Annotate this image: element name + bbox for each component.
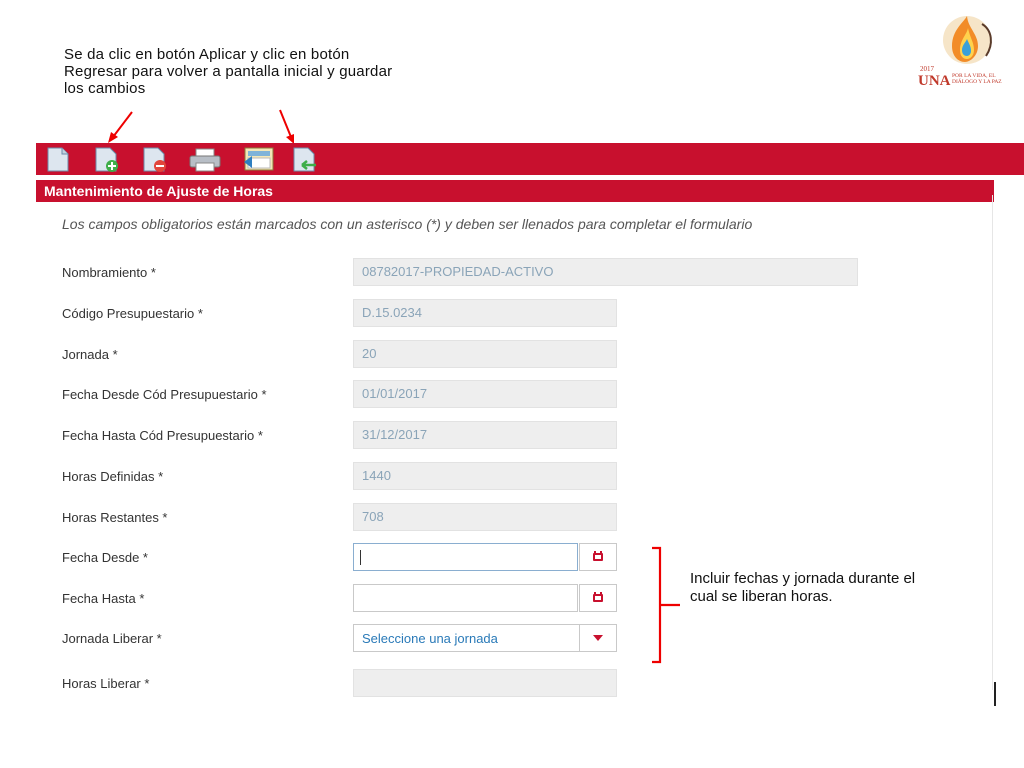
codigo-presupuestario-label: Código Presupuestario *: [62, 306, 203, 321]
horas-liberar-label: Horas Liberar *: [62, 676, 150, 691]
fecha-desde-cod-field: 01/01/2017: [353, 380, 617, 408]
fecha-desde-cod-label: Fecha Desde Cód Presupuestario *: [62, 387, 267, 402]
instruction-annotation: Se da clic en botón Aplicar y clic en botón Regresar para volver a pantalla inicial y guardar los cambios: [64, 46, 393, 97]
horas-restantes-label: Horas Restantes *: [62, 510, 168, 525]
section-title: Mantenimiento de Ajuste de Horas: [44, 183, 273, 199]
nombramiento-label: Nombramiento *: [62, 265, 156, 280]
jornada-liberar-select[interactable]: [353, 624, 617, 652]
horas-restantes-field: 708: [353, 503, 617, 531]
required-fields-note: Los campos obligatorios están marcados con un asterisco (*) y deben ser llenados para completar el formulario: [62, 216, 753, 232]
jornada-field: 20: [353, 340, 617, 368]
logo-name: UNA: [918, 73, 951, 89]
print-icon[interactable]: [188, 146, 222, 173]
fecha-hasta-input[interactable]: [353, 584, 578, 612]
jornada-liberar-selected: Seleccione una jornada: [362, 631, 498, 646]
form-border: [992, 195, 993, 690]
fecha-hasta-cod-field: 31/12/2017: [353, 421, 617, 449]
add-icon[interactable]: [92, 146, 120, 173]
toolbar: [36, 143, 1024, 175]
fecha-hasta-calendar-button[interactable]: [579, 584, 617, 612]
horas-liberar-field: [353, 669, 617, 697]
return-icon[interactable]: [290, 146, 318, 173]
section-header: [36, 180, 994, 202]
calendar-icon: [580, 544, 616, 570]
university-logo: [912, 12, 1012, 92]
apply-icon[interactable]: [242, 146, 276, 173]
fecha-hasta-cod-label: Fecha Hasta Cód Presupuestario *: [62, 428, 263, 443]
fecha-desde-input[interactable]: [353, 543, 578, 571]
horas-definidas-field: 1440: [353, 462, 617, 490]
horas-definidas-label: Horas Definidas *: [62, 469, 164, 484]
nombramiento-field: 08782017-PROPIEDAD-ACTIVO: [353, 258, 858, 286]
jornada-liberar-label: Jornada Liberar *: [62, 631, 162, 646]
fecha-desde-calendar-button[interactable]: [579, 543, 617, 571]
text-cursor-mark: [994, 682, 996, 706]
jornada-label: Jornada *: [62, 347, 118, 362]
new-document-icon[interactable]: [44, 146, 72, 173]
chevron-down-icon[interactable]: [579, 625, 616, 651]
remove-icon[interactable]: [140, 146, 168, 173]
fecha-hasta-label: Fecha Hasta *: [62, 591, 145, 606]
text-caret: [360, 550, 361, 565]
fecha-desde-label: Fecha Desde *: [62, 550, 148, 565]
logo-year: 2017: [920, 65, 934, 73]
dates-annotation: Incluir fechas y jornada durante el cual se liberan horas.: [690, 570, 916, 605]
logo-tagline: POR LA VIDA, EL DIÁLOGO Y LA PAZ: [952, 73, 1002, 85]
calendar-icon: [580, 585, 616, 611]
codigo-presupuestario-field: D.15.0234: [353, 299, 617, 327]
